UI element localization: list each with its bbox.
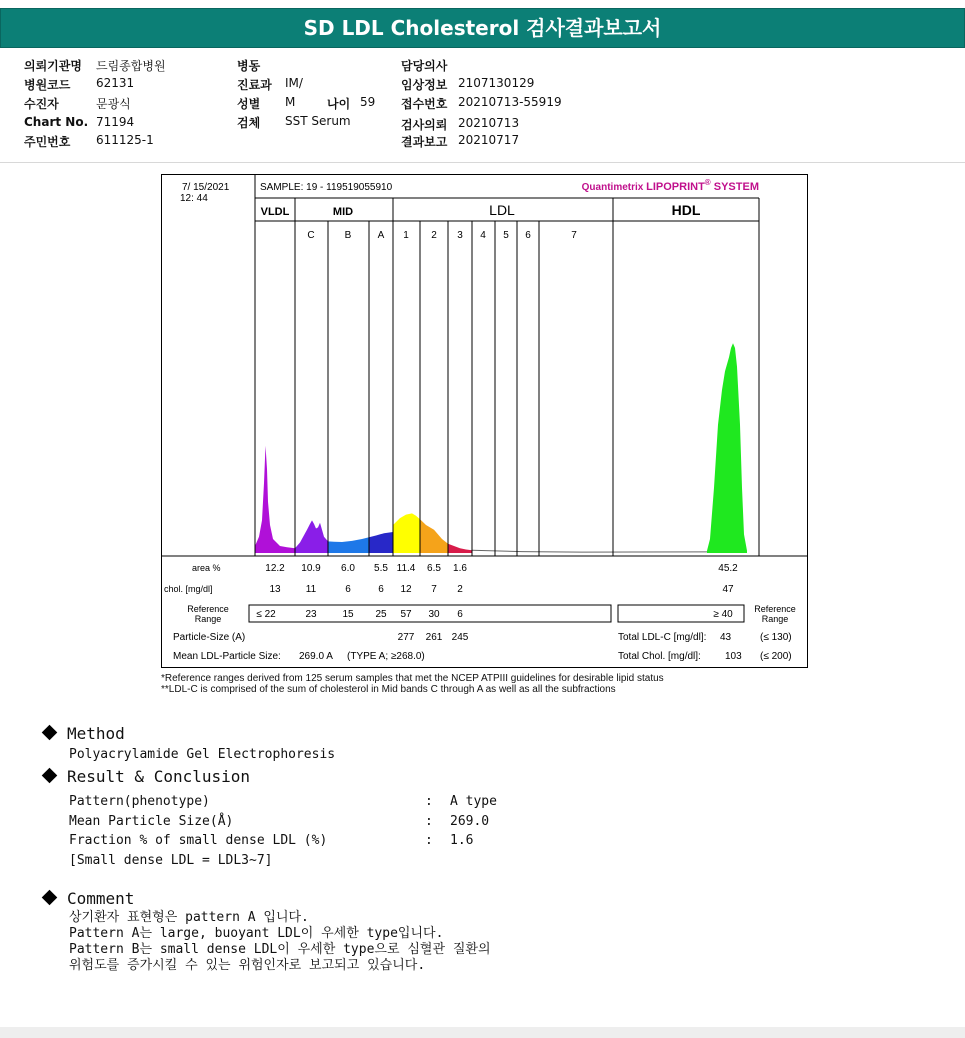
info-value-institution: 드림종합병원 [96,59,166,73]
result-label-fraction: Fraction % of small dense LDL (%) [69,833,328,848]
curve-baseline-trace [472,550,707,552]
chol-value: 6 [378,584,384,595]
bullet-diamond-icon [42,725,58,741]
chol-value: 2 [457,584,463,595]
comment-line: 위험도를 증가시킬 수 있는 위험인자로 보고되고 있습니다. [69,958,426,973]
area-value-hdl: 45.2 [718,563,738,574]
ref-label-right-line2: Range [761,614,789,624]
method-section [44,724,125,743]
info-value-chart-no: 71194 [96,115,135,129]
band-label-6: 6 [525,230,531,241]
group-label-ldl: LDL [489,202,515,218]
result-value-mean-size: 269.0 [450,814,490,829]
result-label-mean-size: Mean Particle Size(Å) [69,814,234,829]
curve-layer [255,343,747,553]
area-value: 6.0 [341,563,355,574]
chol-value: 11 [305,584,317,595]
result-separator: : [425,794,433,809]
band-dividers [162,198,807,556]
result-heading: Result & Conclusion [67,767,251,786]
brand-prefix: Quantimetrix [581,182,647,193]
info-value-receipt-no: 20210713-55919 [458,95,562,109]
info-value-clinical-info: 2107130129 [458,76,535,90]
footnote-2: **LDL-C is comprised of the sum of cholesterol in Mid bands C through A as well as all the subfractions [161,684,616,695]
band-label-7: 7 [571,230,577,241]
ref-value: 23 [305,609,317,620]
comment-line: Pattern B는 small dense LDL이 우세한 type으로 심혈관 질환의 [69,942,491,957]
bullet-diamond-icon [42,890,58,906]
area-value: 10.9 [301,563,321,574]
footnote-1: *Reference ranges derived from 125 serum samples that met the NCEP ATPIII guidelines for desirable lipid status [161,673,664,684]
curve-region-1 [255,446,295,553]
comment-section [44,889,134,908]
brand-suffix: SYSTEM [710,181,759,193]
result-value-pattern: A type [450,794,497,809]
info-label-report-date: 결과보고 [401,135,448,149]
info-label-hospital-code: 병원코드 [24,78,71,92]
chol-value: 6 [345,584,351,595]
footnotes [161,673,664,695]
comment-heading: Comment [67,889,135,908]
info-label-department: 진료과 [237,78,272,92]
curve-region-2 [295,520,328,553]
info-label-institution: 의뢰기관명 [24,59,82,73]
chol-value-hdl: 47 [722,584,734,595]
curve-region-8 [707,343,747,553]
particle-size-value: 277 [397,632,415,643]
comment-line: 상기환자 표현형은 pattern A 입니다. [69,910,309,925]
mean-ldl-value: 269.0 A [299,651,333,662]
particle-size-label: Particle-Size (A) [173,632,246,643]
particle-size-value: 245 [451,632,469,643]
result-note: [Small dense LDL = LDL3~7] [69,853,273,868]
band-label-5: 5 [503,230,509,241]
ref-label-line1: Reference [187,604,229,614]
patient-info [0,56,965,160]
info-label-specimen: 검체 [237,116,261,130]
info-label-ward: 병동 [237,59,261,73]
info-label-request-date: 검사의뢰 [401,118,448,132]
band-label-1: 1 [403,230,409,241]
area-values [265,563,738,574]
total-chol-range: (≤ 200) [760,651,792,662]
particle-size-values [398,632,469,643]
brand-name: LIPOPRINT [646,181,705,193]
brand-logo [582,178,759,193]
chart-sample: SAMPLE: 19 - 119519055910 [260,182,393,193]
lipoprint-chart [161,174,808,668]
chol-value: 13 [269,584,281,595]
chol-values [269,584,734,595]
info-value-request-date: 20210713 [458,116,520,130]
info-label-chart-no: Chart No. [24,115,89,129]
band-label-4: 4 [480,230,486,241]
group-label-mid: MID [332,206,354,218]
ref-value: 15 [342,609,354,620]
info-value-hospital-code: 62131 [96,76,135,90]
curve-region-4 [369,532,393,553]
bullet-diamond-icon [42,768,58,784]
band-label-a: A [377,230,385,241]
bottom-bar [0,1027,965,1038]
area-value: 11.4 [396,563,416,574]
chart-date: 7/ 15/2021 [182,182,230,193]
total-ldlc-range: (≤ 130) [760,632,792,643]
group-label-vldl: VLDL [260,206,290,218]
total-ldlc-value: 43 [720,632,732,643]
result-label-pattern: Pattern(phenotype) [69,794,210,809]
method-heading: Method [67,724,125,743]
info-label-resident-no: 주민번호 [24,135,71,149]
ref-value: 57 [400,609,412,620]
comment-line: Pattern A는 large, buoyant LDL이 우세한 type입니다. [69,926,444,941]
ref-value-hdl: ≥ 40 [713,609,733,620]
particle-size-value: 261 [425,632,443,643]
lipoprint-svg [162,175,807,667]
area-value: 1.6 [453,563,467,574]
info-value-patient: 문광식 [96,97,131,111]
info-value-specimen: SST Serum [285,114,351,128]
info-value-department: IM/ [285,76,303,90]
area-value: 6.5 [427,563,441,574]
chol-value: 12 [400,584,412,595]
info-label-physician: 담당의사 [401,59,448,73]
comment-body [69,910,491,974]
area-value: 5.5 [374,563,388,574]
chol-value: 7 [431,584,437,595]
mean-ldl-label: Mean LDL-Particle Size: [173,651,281,662]
info-label-receipt-no: 접수번호 [401,97,448,111]
band-label-2: 2 [431,230,437,241]
info-value-report-date: 20210717 [458,133,520,147]
band-label-c: C [307,230,315,241]
curve-region-7 [448,544,472,553]
ref-value: ≤ 22 [256,609,276,620]
ref-value: 6 [457,609,463,620]
curve-region-5 [393,513,420,553]
result-separator: : [425,833,433,848]
curve-region-3 [328,537,369,553]
info-value-sex: M [285,95,296,109]
info-value-resident-no: 611125-1 [96,133,154,147]
area-value: 12.2 [265,563,285,574]
total-chol-value: 103 [725,651,742,662]
method-text: Polyacrylamide Gel Electrophoresis [69,747,336,762]
chol-label: chol. [mg/dl] [164,584,213,594]
ref-value: 30 [428,609,440,620]
chart-time: 12: 44 [180,193,208,204]
info-divider [0,162,965,163]
ref-label-right-line1: Reference [754,604,796,614]
result-separator: : [425,814,433,829]
total-ldlc-label: Total LDL-C [mg/dl]: [618,632,707,643]
ref-value: 25 [375,609,387,620]
area-label: area % [192,563,221,573]
info-label-clinical-info: 임상정보 [401,78,448,92]
info-label-sex: 성별 [237,97,261,111]
info-value-age: 59 [360,95,376,109]
mean-ldl-type: (TYPE A; ≥268.0) [347,651,425,662]
brand-mark: ® [704,178,711,187]
info-label-age: 나이 [327,97,351,111]
ref-label-line2: Range [194,614,222,624]
curve-region-6 [420,519,448,553]
info-label-patient: 수진자 [24,97,59,111]
result-section [44,767,250,786]
band-label-b: B [344,230,352,241]
group-label-hdl: HDL [671,202,701,218]
result-value-fraction: 1.6 [450,833,474,848]
ref-values [256,609,733,620]
report-title: SD LDL Cholesterol 검사결과보고서 [0,8,965,48]
total-chol-label: Total Chol. [mg/dl]: [618,651,701,662]
band-label-3: 3 [457,230,463,241]
